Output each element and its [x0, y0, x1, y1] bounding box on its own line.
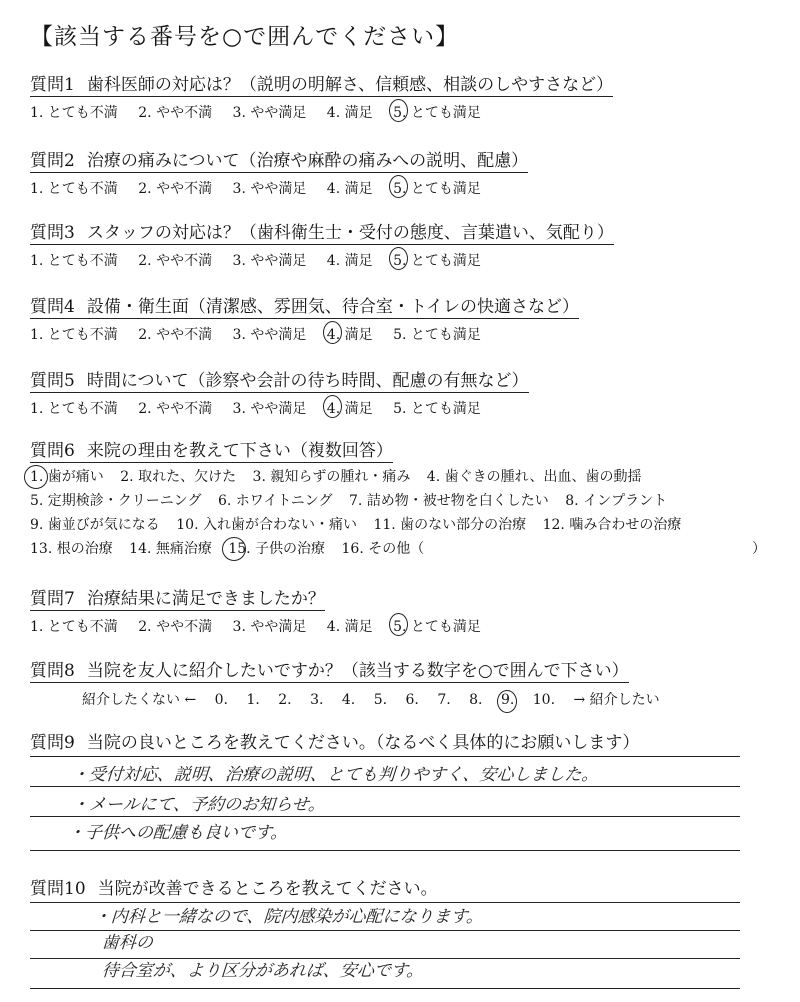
option-3[interactable]: 3. やや満足: [232, 105, 307, 121]
question-title: 質問7 治療結果に満足できましたか？: [30, 584, 325, 611]
question-1: [30, 70, 770, 122]
option-10[interactable]: 10. 入れ歯が合わない・痛い: [176, 517, 357, 533]
answer-line: [30, 756, 740, 757]
answer-line: [30, 850, 740, 851]
scale-value[interactable]: 0.: [214, 692, 228, 708]
option-14[interactable]: 14. 無痛治療: [129, 541, 212, 557]
handwritten-answer: ・受付対応、説明、治療の説明、とても判りやすく、安心しました。: [71, 765, 600, 785]
question-10: [30, 874, 770, 900]
option-5-selected[interactable]: 5. とても満足: [393, 178, 481, 198]
option-2[interactable]: 2. やや不満: [138, 181, 213, 197]
question-title: 質問8 当院を友人に紹介したいですか？（該当する数字を○で囲んで下さい）: [30, 656, 629, 683]
scale-value[interactable]: 1.: [246, 692, 260, 708]
answer-line: [30, 988, 740, 989]
question-title: 質問6 来院の理由を教えて下さい（複数回答）: [30, 436, 393, 463]
question-title: 質問3 スタッフの対応は？（歯科衛生士・受付の態度、言葉遣い、気配り）: [30, 218, 614, 245]
answer-line: [30, 816, 740, 817]
option-2[interactable]: 2. やや不満: [138, 327, 213, 343]
scale-value[interactable]: 3.: [310, 692, 324, 708]
option-2[interactable]: 2. やや不満: [138, 253, 213, 269]
question-6: [30, 436, 770, 561]
question-9: [30, 728, 770, 754]
option-3[interactable]: 3. やや満足: [232, 181, 307, 197]
handwritten-answer: 歯科の: [101, 933, 154, 953]
option-15-selected[interactable]: 15. 子供の治療: [228, 537, 325, 561]
scale-value[interactable]: 4.: [341, 692, 356, 708]
question-5: [30, 366, 770, 418]
option-4-selected[interactable]: 4. 満足: [327, 398, 373, 418]
q9-answer-area[interactable]: [30, 752, 740, 862]
option-1-selected[interactable]: 1. 歯が痛い: [30, 465, 104, 489]
option-1[interactable]: 1. とても不満: [30, 105, 118, 121]
option-2[interactable]: 2. やや不満: [138, 401, 213, 417]
option-11[interactable]: 11. 歯のない部分の治療: [373, 517, 527, 533]
question-3: [30, 218, 770, 270]
question-title: 質問5 時間について（診察や会計の待ち時間、配慮の有無など）: [30, 366, 529, 393]
page-title: 【該当する番号を○で囲んでください】: [30, 24, 460, 50]
scale-value[interactable]: 6.: [405, 692, 419, 708]
option-5-selected[interactable]: 5. とても満足: [393, 102, 481, 122]
answer-options: [30, 250, 770, 270]
option-8[interactable]: 8. インプラント: [565, 493, 668, 509]
option-5[interactable]: 5. とても満足: [393, 327, 481, 343]
option-2[interactable]: 2. 取れた、欠けた: [120, 469, 237, 485]
handwritten-answer: ・メールにて、予約のお知らせ。: [71, 795, 326, 815]
option-4[interactable]: 4. 満足: [326, 105, 373, 121]
handwritten-answer: ・子供への配慮も良いです。: [67, 823, 289, 843]
answer-line: [30, 786, 740, 787]
option-2[interactable]: 2. やや不満: [138, 619, 213, 635]
option-1[interactable]: 1. とても不満: [30, 327, 118, 343]
option-1[interactable]: 1. とても不満: [30, 401, 118, 417]
handwritten-answer: ・内科と一緒なので、院内感染が心配になります。: [93, 907, 484, 927]
scale-value[interactable]: 2.: [278, 692, 292, 708]
option-4[interactable]: 4. 満足: [326, 619, 373, 635]
answer-options: [30, 178, 770, 198]
scale-value[interactable]: 8.: [469, 692, 483, 708]
option-1[interactable]: 1. とても不満: [30, 253, 118, 269]
option-5-selected[interactable]: 5. とても満足: [393, 250, 481, 270]
answer-options: [30, 102, 770, 122]
option-4[interactable]: 4. 満足: [326, 181, 373, 197]
multi-answer-options: [30, 465, 770, 561]
question-8: [30, 656, 770, 709]
recommend-scale: [30, 689, 770, 709]
scale-left-label: 紹介したくない ←: [82, 692, 197, 708]
option-4-selected[interactable]: 4. 満足: [327, 324, 373, 344]
option-13[interactable]: 13. 根の治療: [30, 541, 113, 557]
question-7: [30, 584, 770, 636]
scale-right-label: → 紹介したい: [573, 692, 660, 708]
answer-options: [30, 616, 770, 636]
option-3[interactable]: 3. やや満足: [232, 253, 307, 269]
scale-value-selected[interactable]: 9.: [500, 692, 515, 708]
question-title: 質問10 当院が改善できるところを教えてください。: [30, 879, 438, 899]
option-6[interactable]: 6. ホワイトニング: [217, 493, 333, 509]
option-1[interactable]: 1. とても不満: [30, 181, 118, 197]
option-3[interactable]: 3. 親知らずの腫れ・痛み: [252, 469, 411, 485]
answer-options: [30, 324, 770, 344]
question-title: 質問9 当院の良いところを教えてください。（なるべく具体的にお願いします）: [30, 733, 640, 753]
option-5[interactable]: 5. 定期検診・クリーニング: [30, 493, 202, 509]
answer-options: [30, 398, 770, 418]
option-4[interactable]: 4. 満足: [326, 253, 373, 269]
option-7[interactable]: 7. 詰め物・被せ物を白くしたい: [349, 493, 549, 509]
option-3[interactable]: 3. やや満足: [232, 619, 307, 635]
handwritten-answer: 待合室が、より区分があれば、安心です。: [101, 961, 425, 981]
option-3[interactable]: 3. やや満足: [232, 401, 307, 417]
scale-value[interactable]: 10.: [532, 692, 556, 708]
question-title: 質問1 歯科医師の対応は？（説明の明解さ、信頼感、相談のしやすさなど）: [30, 70, 613, 97]
other-close-paren: ）: [752, 541, 766, 557]
question-4: [30, 292, 770, 344]
option-5-selected[interactable]: 5. とても満足: [393, 616, 481, 636]
option-12[interactable]: 12. 噛み合わせの治療: [542, 517, 682, 533]
option-3[interactable]: 3. やや満足: [232, 327, 307, 343]
q10-answer-area[interactable]: [30, 898, 740, 998]
option-4[interactable]: 4. 歯ぐきの腫れ、出血、歯の動揺: [426, 469, 642, 485]
option-2[interactable]: 2. やや不満: [138, 105, 213, 121]
option-16-other[interactable]: 16. その他（: [341, 541, 425, 557]
question-title: 質問4 設備・衛生面（清潔感、雰囲気、待合室・トイレの快適さなど）: [30, 292, 579, 319]
scale-value[interactable]: 7.: [437, 692, 451, 708]
question-2: [30, 146, 770, 198]
option-1[interactable]: 1. とても不満: [30, 619, 118, 635]
option-9[interactable]: 9. 歯並びが気になる: [30, 517, 160, 533]
option-5[interactable]: 5. とても満足: [393, 401, 481, 417]
question-title: 質問2 治療の痛みについて（治療や麻酔の痛みへの説明、配慮）: [30, 146, 528, 173]
scale-value[interactable]: 5.: [373, 692, 388, 708]
